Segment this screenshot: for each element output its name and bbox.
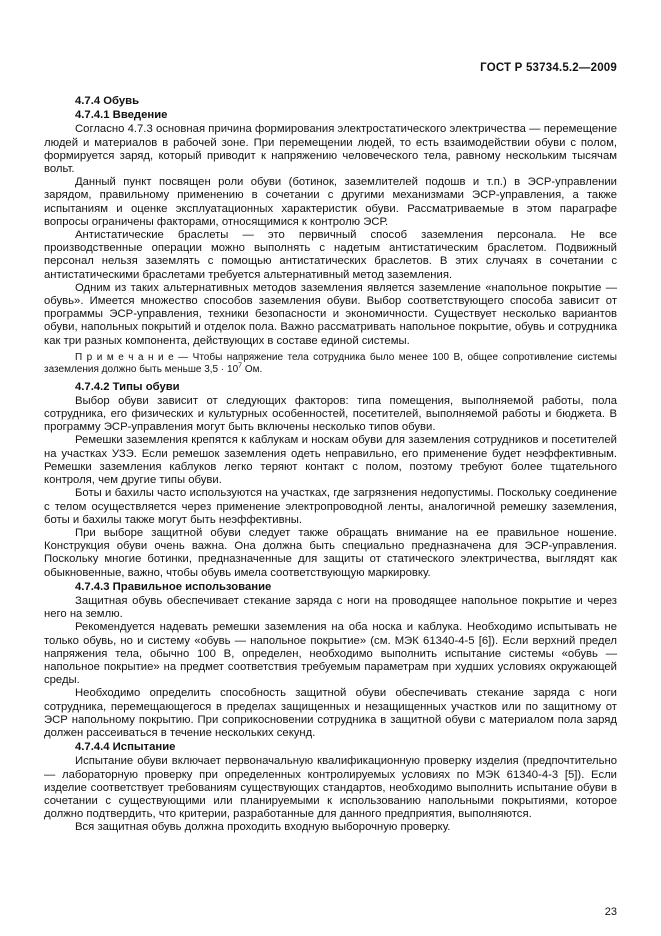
paragraph: Одним из таких альтернативных методов заземления является заземление «напольное покрытие — обувь». Имеется множество способов заземления обуви. Выбор соответствующего способа зависит от программы ЭСР-управления, техники безопасности и экономичности. Существует несколько вариантов обуви, напольных покрытий и отделок пола. Важно рассматривать напольное покрытие, обувь и сотрудника как три разных компонента, действующих в составе единой системы. [44,281,617,347]
document-body [44,95,617,835]
note-superscript: 7 [238,362,243,370]
note-text-suffix: Ом. [242,364,263,376]
section-heading-4-7-4-4: 4.7.4.4 Испытание [75,741,176,754]
section-heading-4-7-4-1: 4.7.4.1 Введение [75,109,168,122]
document-code: ГОСТ Р 53734.5.2—2009 [480,62,617,74]
paragraph: Ремешки заземления крепятся к каблукам и носкам обуви для заземления сотрудников и посетителей на участках УЗЭ. Если ремешок заземления одеть неправильно, его применение будет неэффективным. Ремешки заземления каблуков легко теряют контакт с полом, поэтому требуют более тщательного контроля, чем другие типы обуви. [44,434,617,487]
paragraph: Боты и бахилы часто используются на участках, где загрязнения недопустимы. Поскольку соединение с телом осуществляется через применение электропроводной ленты, аналогичной ремешку заземления, боты и бахилы также могут быть неэффективны. [44,487,617,526]
paragraph: Антистатические браслеты — это первичный способ заземления персонала. Не все производственные операции можно выполнять с надетым антистатическим браслетом. Подвижный персонал нельзя заземлять с помощью антистатических браслетов. В этих случаях в сочетании с антистатическими браслетами требуется альтернативный метод заземления. [44,229,617,281]
paragraph: При выборе защитной обуви следует также обращать внимание на ее правильное ношение. Конструкция обуви очень важна. Она должна быть специально предназначена для ЭСР-управления. Поскольку многие ботинки, предназначенные для защиты от статического электричества, выглядят как обыкновенные, важно, чтобы обувь имела соответствующую маркировку. [44,526,617,579]
paragraph: Согласно 4.7.3 основная причина формирования электростатического электричества — перемещение людей и материалов в рабочей зоне. При перемещении людей, то есть взаимодействии обуви с полом, формируется заряд, который приводит к напряжению человеческого тела, равному нескольким тысячам вольт. [44,123,617,176]
page-number: 23 [604,906,617,918]
paragraph: Необходимо определить способность защитной обуви обеспечивать стекание заряда с ноги сотрудника, перемещающегося в пределах защищенных и незащищенных участков или по защитному от ЭСР напольному покрытию. При соприкосновении сотрудника в защитной обуви с материалом пола заряд должен рассеиваться в течение нескольких секунд. [44,687,617,739]
section-heading-4-7-4-2: 4.7.4.2 Типы обуви [75,380,180,393]
paragraph: Данный пункт посвящен роли обуви (ботинок, заземлителей подошв и т.п.) в ЭСР-управлении зарядом, правильному применению в сочетании с другими механизмами ЭСР-управления, а также испытаниям и оценке эксплуатационных характеристик обуви. Рассматриваемые в этом параграфе вопросы ограничены факторами, относящимися к контролю ЭСР. [44,176,617,228]
paragraph: Рекомендуется надевать ремешки заземления на оба носка и каблука. Необходимо испытывать не только обувь, но и систему «обувь — напольное покрытие» (см. МЭК 61340-4-5 [6]). Если верхний предел напряжения тела, обычно 100 В, определен, необходимо выполнить испытание системы «обувь — напольное покрытие» на предмет соответствия требуемым параметрам при худших условиях окружающей среды. [44,621,617,687]
paragraph: Защитная обувь обеспечивает стекание заряда с ноги на проводящее напольное покрытие и через него на землю. [44,594,617,621]
paragraph: Вся защитная обувь должна проходить входную выборочную проверку. [75,821,451,834]
section-heading-4-7-4: 4.7.4 Обувь [75,95,140,107]
paragraph: Испытание обуви включает первоначальную квалификационную проверку изделия (предпочтительно — лабораторную проверку при определенных контролируемых условиях по МЭК 61340-4-3 [5]). Если изделие соответствует требованиям существующих стандартов, необходимо выполнить испытание обуви в сочетании с существующими или планируемыми к использованию напольными покрытиями, которое должно подтвердить, что критерии, разработанные для данного предприятия, выполняются. [44,755,617,821]
note-text: П р и м е ч а н и е — Чтобы напряжение тела сотрудника было менее 100 В, общее сопротивление системы заземления должно быть меньше 3,5 · 10 [44,351,617,376]
section-heading-4-7-4-3: 4.7.4.3 Правильное использование [75,580,272,593]
paragraph: Выбор обуви зависит от следующих факторов: типа помещения, выполняемой работы, пола сотрудника, его физических и культурных особенностей, посетителей, выполняемой работы и бюджета. В программу ЭСР-управления могут быть включены несколько типов обуви. [44,394,617,434]
note [44,352,617,377]
